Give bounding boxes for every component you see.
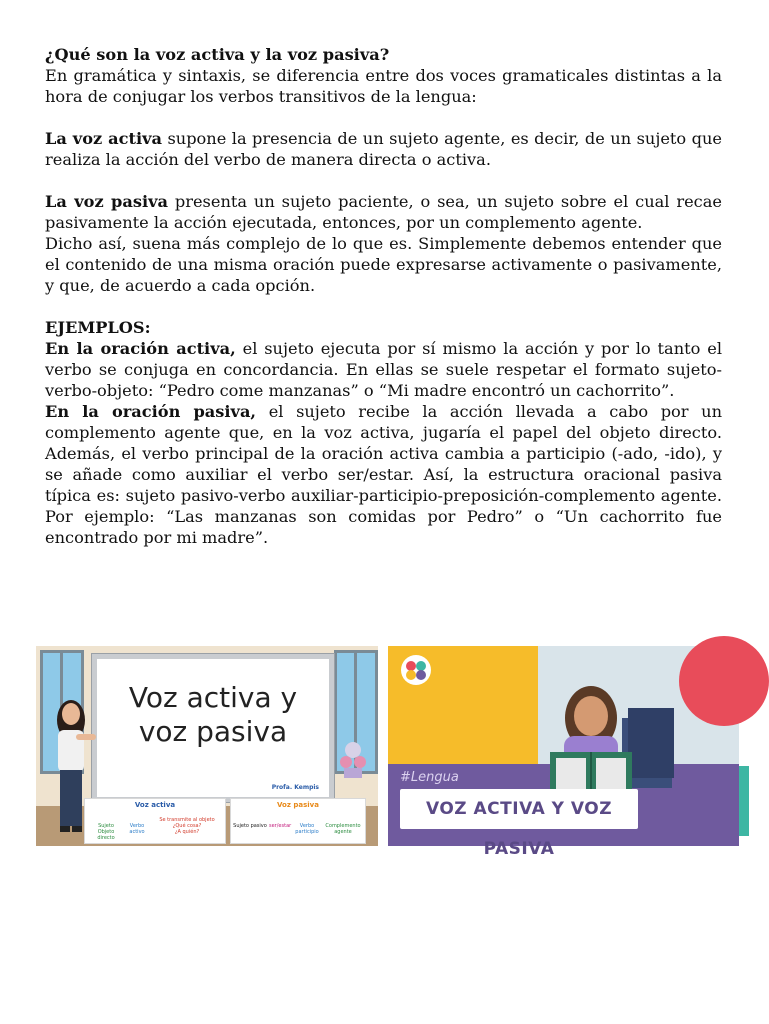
subject-tag: #Lengua [400, 770, 459, 785]
whiteboard [92, 654, 334, 802]
active-term: La voz activa [45, 129, 163, 148]
intro-paragraph: En gramática y sintaxis, se diferencia entre dos voces gramaticales distintas a la hora de conjugar los verbos transitivos de la lengua: [45, 66, 722, 106]
example-passive-term: En la oración pasiva, [45, 402, 257, 421]
passive-table-cell: Sujeto pasivo [233, 823, 267, 829]
passive-term: La voz pasiva [45, 192, 168, 211]
example-active-term: En la oración activa, [45, 339, 236, 358]
article-heading: ¿Qué son la voz activa y la voz pasiva? [45, 45, 390, 64]
passive-table-title: Voz pasiva [277, 801, 319, 809]
flower-decoration-icon [336, 740, 370, 780]
whiteboard-title: Voz activa y voz pasiva [128, 681, 298, 748]
passive-voice-paragraph [45, 191, 722, 233]
example-passive-paragraph [45, 401, 722, 548]
active-table-title: Voz activa [134, 801, 176, 809]
brand-logo-icon [400, 654, 432, 686]
active-voice-paragraph [45, 128, 722, 170]
banner-title: VOZ ACTIVA Y VOZ PASIVA [425, 799, 613, 859]
red-circle-decoration [679, 636, 769, 726]
example-active-paragraph [45, 338, 722, 401]
passive-table-cell: Verbo participio [295, 823, 319, 835]
passive-table-cell: Complemento agente [325, 823, 361, 835]
classroom-illustration [36, 646, 378, 846]
active-table-cell: Sujeto Objeto directo [97, 823, 115, 841]
summary-paragraph: Dicho así, suena más complejo de lo que es. Simplemente debemos entender que el contenido de una misma oración puede expresarse activamente o pasivamente, y que, de acuerdo a cada opción. [45, 234, 722, 295]
passive-voice-table [230, 798, 366, 844]
active-table-cell: Verbo activo [129, 823, 145, 835]
active-table-cell: Se transmite al objeto ¿Qué cosa? ¿A quién? [159, 817, 215, 835]
passive-definition: presenta un sujeto paciente, o sea, un sujeto sobre el cual recae pasivamente la acción ejecutada, entonces, por un complemento agente. [45, 192, 722, 232]
example-active-text: el sujeto ejecuta por sí mismo la acción y por lo tanto el verbo se conjuga en concordancia. En ellas se suele respetar el formato sujeto-verbo-objeto: “Pedro come manzanas” o “Mi madre encontró un cachorrito”. [45, 339, 722, 400]
whiteboard-author: Profa. Kempis [271, 784, 319, 791]
active-definition: supone la presencia de un sujeto agente, es decir, de un sujeto que realiza la acción del verbo de manera directa o activa. [45, 129, 722, 169]
banner-title-box [400, 789, 638, 859]
article-body [45, 44, 722, 548]
examples-heading: EJEMPLOS: [45, 318, 151, 337]
example-passive-text: el sujeto recibe la acción llevada a cabo por un complemento agente que, en la voz activa, jugaría el papel del objeto directo. Además, el verbo principal de la oración activa cambia a participio (-ado, -ido), y se añade como auxiliar el verbo ser/estar. Así, la estructura oracional pasiva típica es: sujeto pasivo-verbo auxiliar-participio-preposición-complemento agente. Por ejemplo: “Las manzanas son comidas por Pedro” o “Un cachorrito fue encontrado por mi madre”. [45, 402, 723, 547]
active-voice-table [84, 798, 226, 844]
passive-table-cell: ser/estar [269, 823, 292, 829]
lengua-banner-illustration [388, 646, 739, 859]
